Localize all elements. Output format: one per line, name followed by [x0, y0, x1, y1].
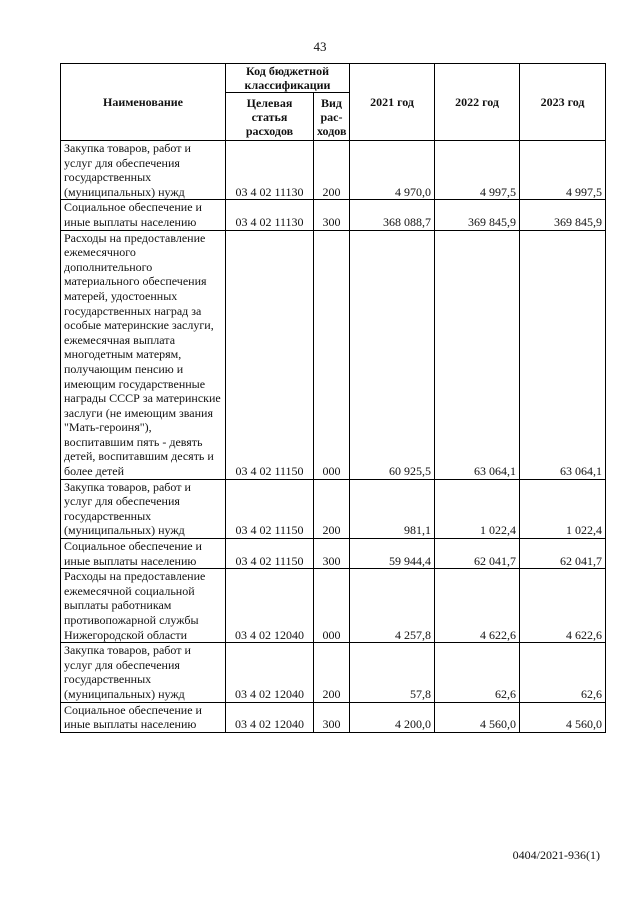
- row-2021: 4 970,0: [350, 141, 435, 200]
- row-name: Расходы на предоставление ежемесячного дополнительного материального обеспечения матерей, удостоенных государственных наград за особые материнские заслуги, ежемесячная выплата многодетным матерям, получающим пенсию и имеющим государственные награды СССР за материнские заслуги (не имеющим звания "Мать-героиня"), воспитавшим пять - девять детей, воспитавшим десять и более детей: [61, 230, 226, 479]
- table-row: [61, 702, 606, 732]
- row-kind: 200: [314, 141, 350, 200]
- row-2021: 57,8: [350, 643, 435, 702]
- row-name: Закупка товаров, работ и услуг для обеспечения государственных (муниципальных) нужд: [61, 141, 226, 200]
- table-row: [61, 643, 606, 702]
- row-2021: 368 088,7: [350, 200, 435, 230]
- row-2022: 63 064,1: [435, 230, 520, 479]
- row-code: 03 4 02 11130: [226, 200, 314, 230]
- row-2023: 63 064,1: [520, 230, 606, 479]
- header-year-2023: 2023 год: [520, 64, 606, 141]
- row-code: 03 4 02 12040: [226, 643, 314, 702]
- header-year-2021: 2021 год: [350, 64, 435, 141]
- row-name: Закупка товаров, работ и услуг для обеспечения государственных (муниципальных) нужд: [61, 479, 226, 538]
- row-2021: 981,1: [350, 479, 435, 538]
- row-2022: 369 845,9: [435, 200, 520, 230]
- row-2022: 1 022,4: [435, 479, 520, 538]
- row-name: Социальное обеспечение и иные выплаты населению: [61, 702, 226, 732]
- row-code: 03 4 02 12040: [226, 569, 314, 643]
- table-row: [61, 479, 606, 538]
- header-expense-type: Вид рас-ходов: [314, 93, 350, 141]
- table-row: [61, 569, 606, 643]
- row-2023: 4 622,6: [520, 569, 606, 643]
- row-2021: 59 944,4: [350, 539, 435, 569]
- row-2022: 62 041,7: [435, 539, 520, 569]
- header-code-group: Код бюджетной классификации: [226, 64, 350, 93]
- row-code: 03 4 02 12040: [226, 702, 314, 732]
- row-2021: 60 925,5: [350, 230, 435, 479]
- row-kind: 300: [314, 702, 350, 732]
- table-row: [61, 200, 606, 230]
- row-kind: 300: [314, 200, 350, 230]
- row-kind: 200: [314, 479, 350, 538]
- row-2023: 1 022,4: [520, 479, 606, 538]
- row-kind: 200: [314, 643, 350, 702]
- header-year-2022: 2022 год: [435, 64, 520, 141]
- row-code: 03 4 02 11130: [226, 141, 314, 200]
- row-kind: 300: [314, 539, 350, 569]
- table-row: [61, 230, 606, 479]
- row-code: 03 4 02 11150: [226, 479, 314, 538]
- row-2021: 4 257,8: [350, 569, 435, 643]
- header-name: Наименование: [61, 64, 226, 141]
- budget-table: [60, 63, 606, 733]
- row-name: Социальное обеспечение и иные выплаты населению: [61, 200, 226, 230]
- row-name: Закупка товаров, работ и услуг для обеспечения государственных (муниципальных) нужд: [61, 643, 226, 702]
- row-kind: 000: [314, 230, 350, 479]
- row-2022: 4 997,5: [435, 141, 520, 200]
- header-target-article: Целевая статья расходов: [226, 93, 314, 141]
- row-2023: 4 997,5: [520, 141, 606, 200]
- row-2022: 4 560,0: [435, 702, 520, 732]
- row-2022: 4 622,6: [435, 569, 520, 643]
- row-2022: 62,6: [435, 643, 520, 702]
- row-2023: 4 560,0: [520, 702, 606, 732]
- row-kind: 000: [314, 569, 350, 643]
- document-number: 0404/2021-936(1): [512, 848, 600, 862]
- row-2021: 4 200,0: [350, 702, 435, 732]
- table-row: [61, 539, 606, 569]
- page-number: 43: [313, 39, 327, 54]
- row-2023: 369 845,9: [520, 200, 606, 230]
- row-name: Социальное обеспечение и иные выплаты населению: [61, 539, 226, 569]
- table-row: [61, 141, 606, 200]
- row-2023: 62,6: [520, 643, 606, 702]
- row-code: 03 4 02 11150: [226, 230, 314, 479]
- row-2023: 62 041,7: [520, 539, 606, 569]
- row-name: Расходы на предоставление ежемесячной социальной выплаты работникам противопожарной службы Нижегородской области: [61, 569, 226, 643]
- row-code: 03 4 02 11150: [226, 539, 314, 569]
